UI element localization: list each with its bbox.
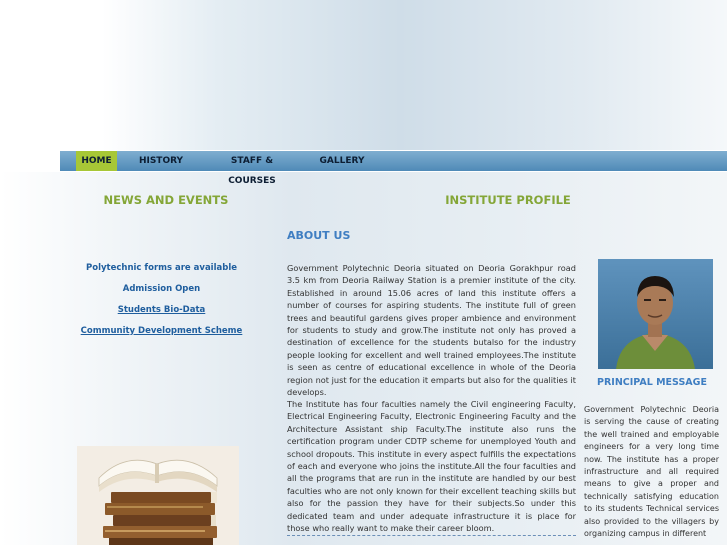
about-paragraph-2: The Institute has four faculties namely the Civil engineering Faculty, Electrical Engineering Faculty, Electronic Engineering Faculty and the Architecture Assistant ship Faculty.The institute also runs the certification program under CDTP scheme for unemployed Youth and school dropouts. This institute in every aspect fulfills the expectations of each and everyone who joins the institute.All the four faculties and all the programs that are run in the institute are handled by our best faculties who are not only known for their excellent teaching skills but also for the passion they have for their subjects.So under this dedicated team and under adequate infrastructure it is place for those who really want to make their career bloom. xyxy=(287,399,576,534)
news-item-community[interactable]: Community Development Scheme xyxy=(80,326,243,336)
principal-message: Government Polytechnic Deoria is serving the cause of creating the well trained and employable engineers for a very long time now. The institute has a proper infrastructure and all required means to give a proper and technically satisfying education to its students Technical services also provided to the villagers by organizing campus in different xyxy=(584,405,719,539)
header-banner xyxy=(0,0,727,150)
nav-gallery[interactable]: GALLERY xyxy=(319,156,365,166)
profile-heading: INSTITUTE PROFILE xyxy=(445,193,571,207)
news-item-forms[interactable]: Polytechnic forms are available xyxy=(86,263,237,273)
main-nav xyxy=(60,151,727,186)
principal-heading: PRINCIPAL MESSAGE xyxy=(597,377,707,388)
dashed-divider xyxy=(287,535,576,536)
news-item-biodata[interactable]: Students Bio-Data xyxy=(117,305,206,315)
nav-staff-courses[interactable]: STAFF & COURSES xyxy=(228,156,276,186)
books-illustration xyxy=(77,446,239,545)
nav-home[interactable]: HOME xyxy=(76,151,117,171)
nav-history[interactable]: HISTORY xyxy=(138,156,184,166)
news-item-admission[interactable]: Admission Open xyxy=(122,284,201,294)
about-paragraph-1: Government Polytechnic Deoria situated on Deoria Gorakhpur road 3.5 km from Deoria Railway Station is a premier institute of the city. Established in around 15.06 acres of land this institute offers a number of courses for aspiring students. The institute full of green trees and beautiful gardens gives proper ambience and environment for students to study and grow.The institute not only has proved a destination of excellence for the students butalso for the industry people looking for excellent and well trained employees.The institute is seen as centre of educational excellence in whole of the Deoria region not just for the education it emparts but also for the qualities it develops. xyxy=(287,263,576,398)
news-heading: NEWS AND EVENTS xyxy=(103,193,229,207)
about-heading: ABOUT US xyxy=(287,229,351,242)
principal-photo xyxy=(598,259,713,369)
